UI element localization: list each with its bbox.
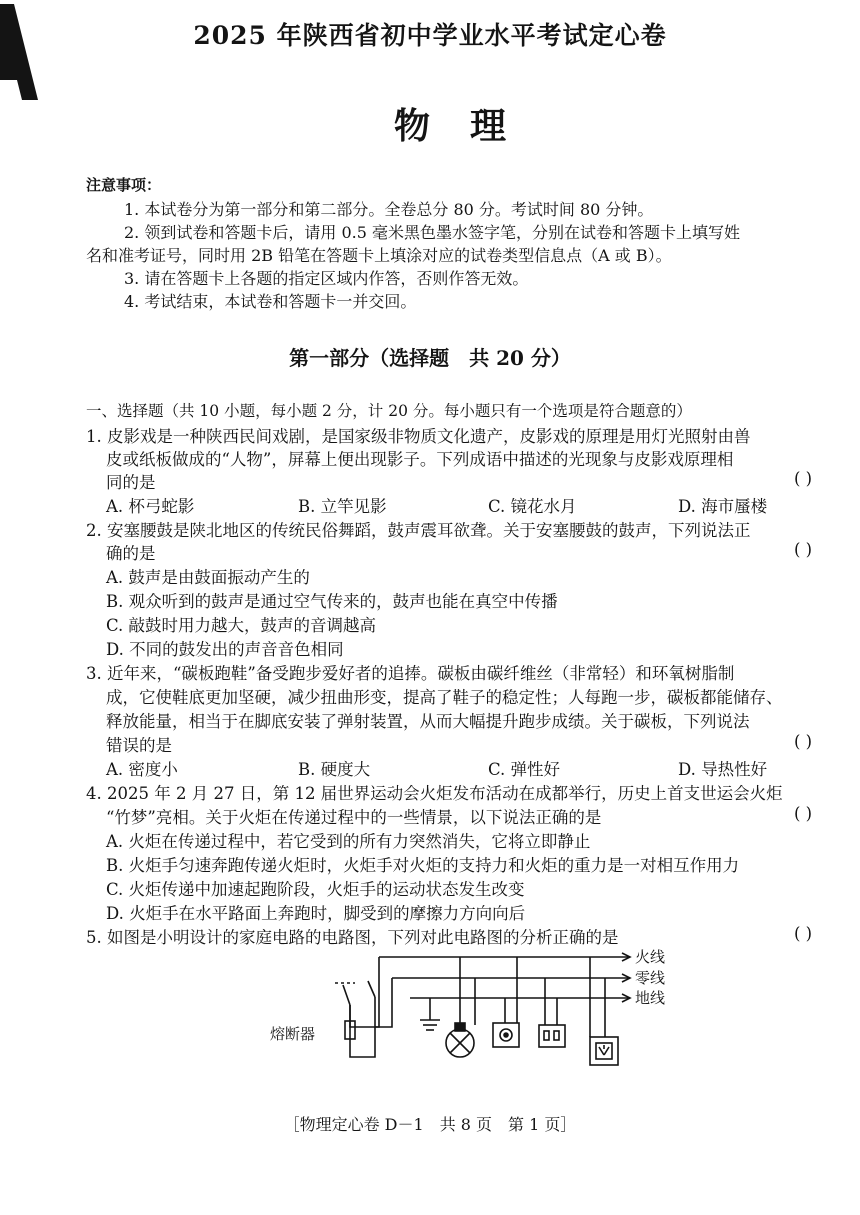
question-2-option-a: A. 鼓声是由鼓面振动产生的 (106, 568, 310, 587)
question-4-line: “竹梦”亮相。关于火炬在传递过程中的一些情景，以下说法正确的是 (106, 808, 602, 827)
question-1-option-b: B. 立竿见影 (298, 497, 387, 516)
question-3-line: 成，它使鞋底更加坚硬，减少扭曲形变，提高了鞋子的稳定性；人每跑一步，碳板都能储存、 (106, 688, 783, 707)
note-line: 4. 考试结束，本试卷和答题卡一并交回。 (124, 292, 417, 311)
note-line: 2. 领到试卷和答题卡后，请用 0.5 毫米黑色墨水签字笔，分别在试卷和答题卡上填写姓 (124, 223, 740, 242)
question-5-line: 5. 如图是小明设计的家庭电路的电路图，下列对此电路图的分析正确的是 (86, 928, 619, 947)
question-1-option-a: A. 杯弓蛇影 (106, 497, 195, 516)
question-4-option-d: D. 火炬手在水平路面上奔跑时，脚受到的摩擦力方向向后 (106, 904, 526, 923)
question-3-option-c: C. 弹性好 (488, 760, 561, 779)
part-one-title: 第一部分（选择题 共 20 分） (289, 346, 571, 370)
answer-paren: ( ) (794, 804, 813, 823)
question-1-line: 皮或纸板做成的“人物”，屏幕上便出现影子。下列成语中描述的光现象与皮影戏原理相 (106, 450, 734, 469)
question-2-option-d: D. 不同的鼓发出的声音音色相同 (106, 640, 344, 659)
fuse-label: 熔断器 (270, 1025, 316, 1043)
question-1-line: 同的是 (106, 473, 156, 492)
question-1-line: 1. 皮影戏是一种陕西民间戏剧，是国家级非物质文化遗产，皮影戏的原理是用灯光照射由兽 (86, 427, 751, 446)
section-heading: 一、选择题（共 10 小题，每小题 2 分，计 20 分。每小题只有一个选项是符合题意的） (86, 402, 692, 420)
exam-title: 2025 年陕西省初中学业水平考试定心卷 (193, 21, 667, 50)
question-4-option-b: B. 火炬手匀速奔跑传递火炬时，火炬手对火炬的支持力和火炬的重力是一对相互作用力 (106, 856, 740, 875)
note-line: 名和准考证号，同时用 2B 铅笔在答题卡上填涂对应的试卷类型信息点（A 或 B）。 (86, 246, 672, 265)
two-hole-socket-icon (539, 1025, 565, 1047)
household-circuit-diagram (255, 945, 715, 1084)
question-1-option-c: C. 镜花水月 (488, 497, 577, 516)
question-1-option-d: D. 海市蜃楼 (678, 497, 768, 516)
live-wire-label: 火线 (635, 948, 666, 966)
three-hole-socket-icon (590, 1037, 618, 1065)
ground-wire-label: 地线 (635, 989, 666, 1007)
question-4-option-a: A. 火炬在传递过程中，若它受到的所有力突然消失，它将立即静止 (106, 832, 591, 851)
note-line: 1. 本试卷分为第一部分和第二部分。全卷总分 80 分。考试时间 80 分钟。 (124, 200, 654, 219)
subject-title: 物理 (393, 105, 546, 147)
question-3-option-b: B. 硬度大 (298, 760, 371, 779)
answer-paren: ( ) (794, 540, 813, 559)
question-2-line: 确的是 (106, 544, 156, 563)
page-footer: ［物理定心卷 D－1 共 8 页 第 1 页］ (283, 1115, 577, 1134)
question-3-line: 错误的是 (106, 736, 172, 755)
note-line: 3. 请在答题卡上各题的指定区域内作答，否则作答无效。 (124, 269, 529, 288)
question-2-option-b: B. 观众听到的鼓声是通过空气传来的，鼓声也能在真空中传播 (106, 592, 558, 611)
answer-paren: ( ) (794, 924, 813, 943)
question-3-line: 3. 近年来，“碳板跑鞋”备受跑步爱好者的追捧。碳板由碳纤维丝（非常轻）和环氧树脂制 (86, 664, 735, 683)
question-3-line: 释放能量，相当于在脚底安装了弹射装置，从而大幅提升跑步成绩。关于碳板，下列说法 (106, 712, 750, 731)
question-2-line: 2. 安塞腰鼓是陕北地区的传统民俗舞蹈，鼓声震耳欲聋。关于安塞腰鼓的鼓声，下列说法正 (86, 521, 751, 540)
question-2-option-c: C. 敲鼓时用力越大，鼓声的音调越高 (106, 616, 377, 635)
question-4-option-c: C. 火炬传递中加速起跑阶段，火炬手的运动状态发生改变 (106, 880, 525, 899)
notes-heading: 注意事项： (86, 176, 162, 194)
question-3-option-d: D. 导热性好 (678, 760, 768, 779)
question-4-line: 4. 2025 年 2 月 27 日，第 12 届世界运动会火炬发布活动在成都举行，历史上首支世运会火炬 (86, 784, 783, 803)
answer-paren: ( ) (794, 469, 813, 488)
question-3-option-a: A. 密度小 (106, 760, 178, 779)
neutral-wire-label: 零线 (635, 969, 666, 987)
answer-paren: ( ) (794, 732, 813, 751)
